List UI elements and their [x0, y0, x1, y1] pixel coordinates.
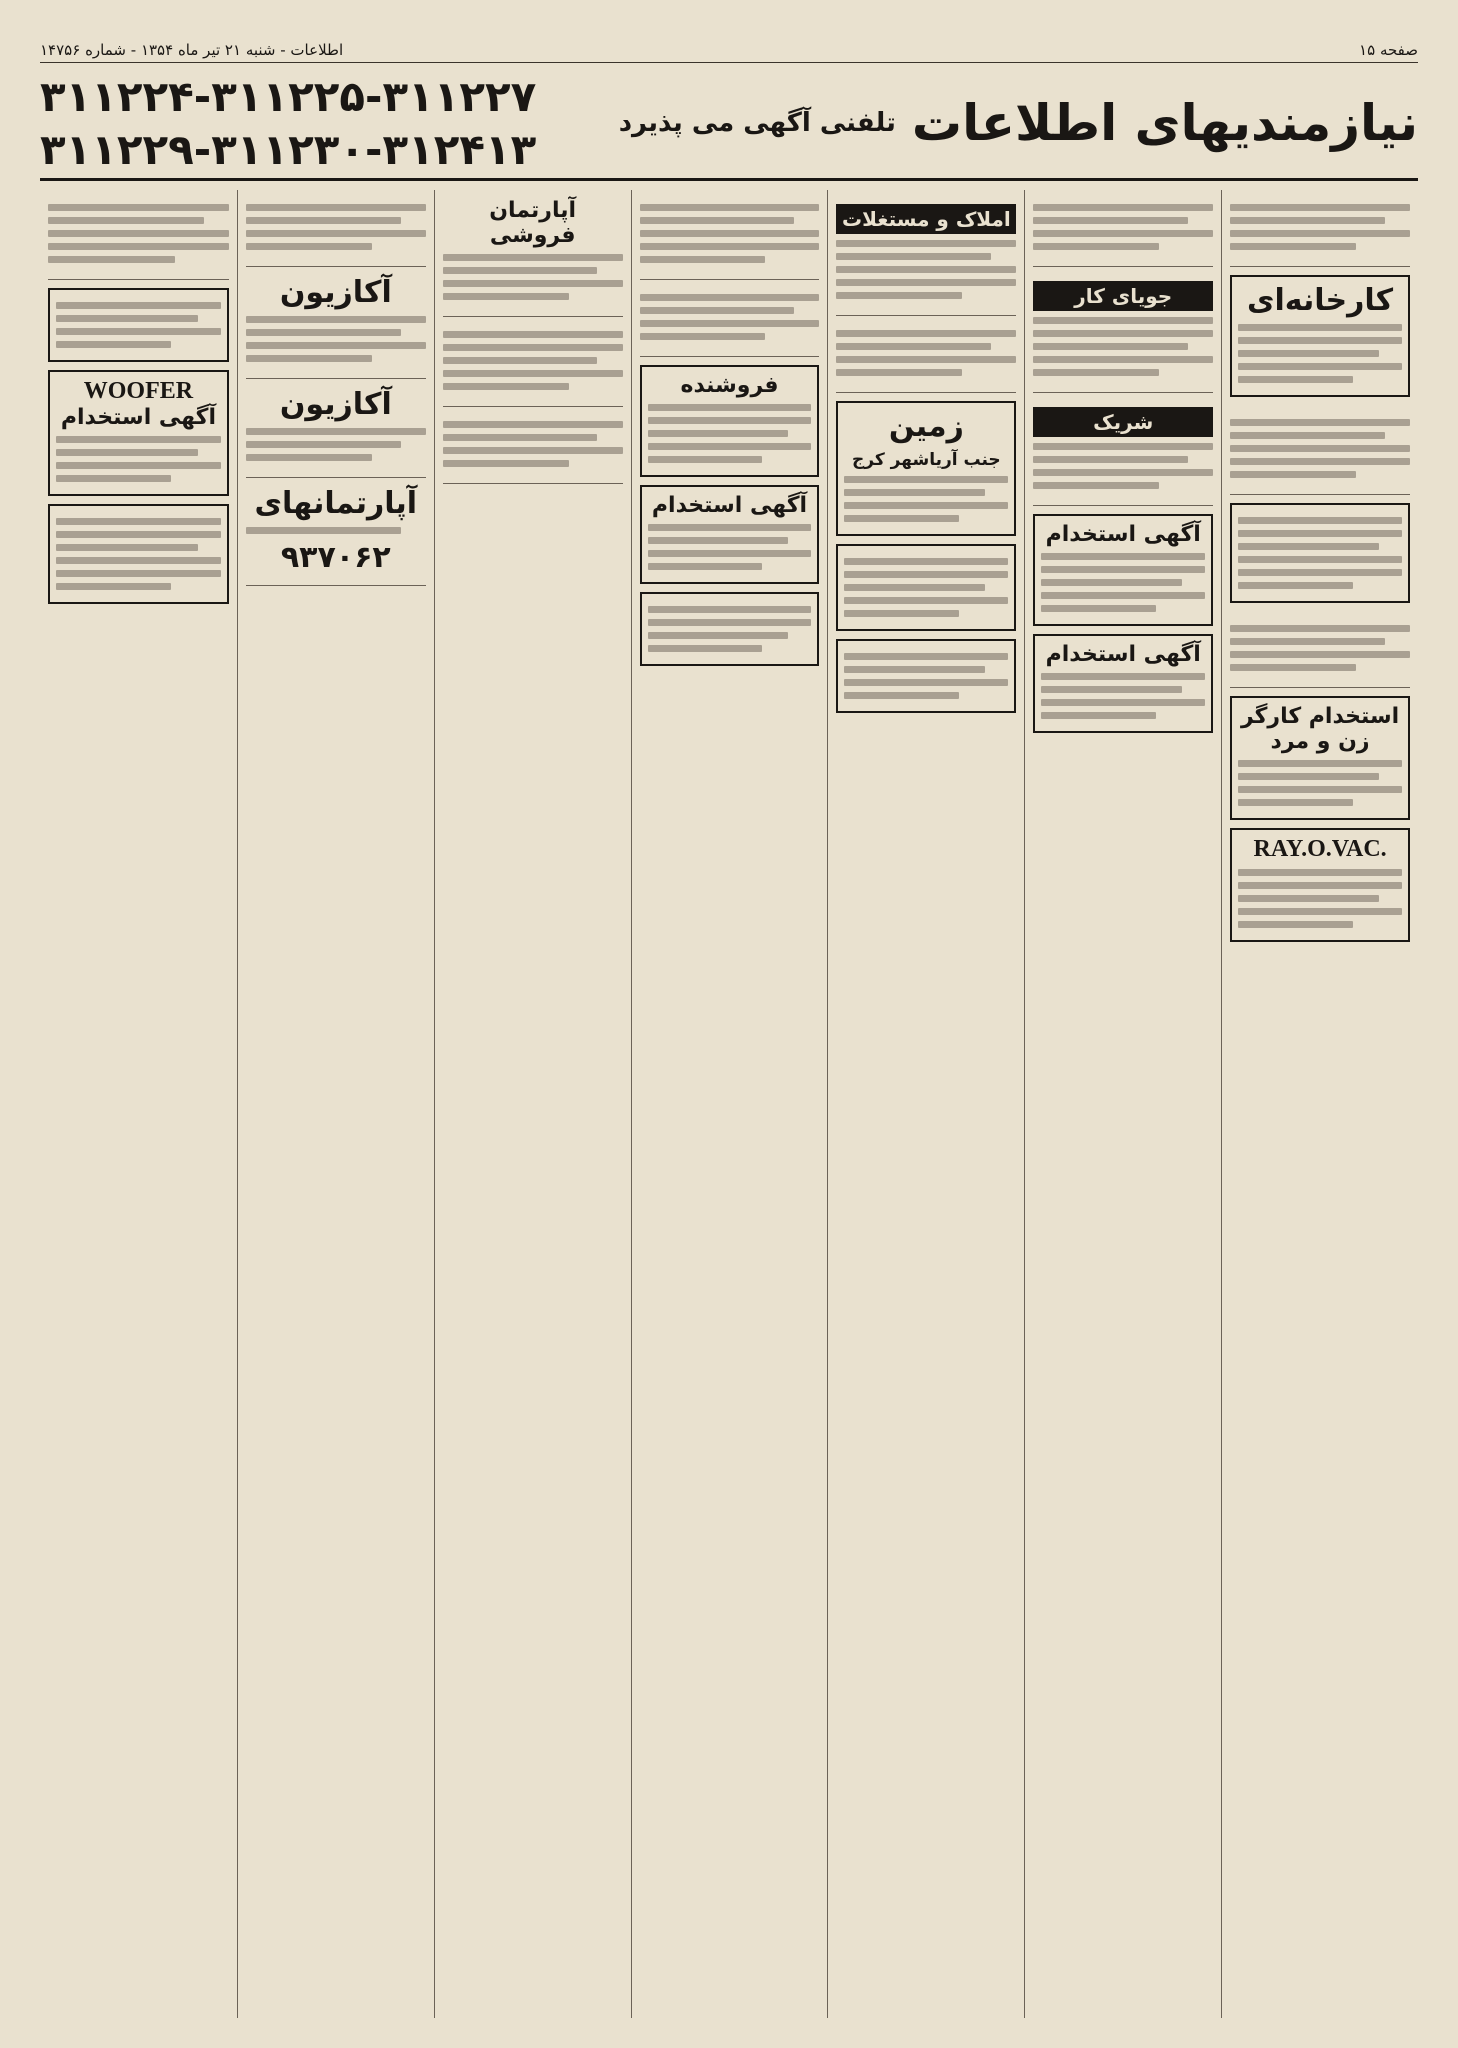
ad-heading: کارخانه‌ای: [1247, 283, 1394, 318]
text-placeholder-line: [56, 302, 221, 309]
text-placeholder-line: [1033, 482, 1159, 489]
text-placeholder-line: [648, 619, 812, 626]
ad-block: [1033, 393, 1213, 506]
text-placeholder-line: [640, 307, 795, 314]
text-placeholder-line: [648, 524, 812, 531]
ad-block: [246, 190, 426, 267]
text-placeholder-line: [246, 204, 426, 211]
column-4: [631, 190, 828, 2018]
text-placeholder-line: [1230, 638, 1385, 645]
ad-block: [1230, 611, 1410, 688]
column-3: [827, 190, 1024, 2018]
text-placeholder-line: [56, 531, 221, 538]
section-tag: شریک: [1033, 407, 1213, 437]
page-header: [40, 38, 1418, 63]
text-placeholder-line: [1238, 337, 1402, 344]
text-placeholder-line: [1238, 773, 1379, 780]
ad-heading: زمین: [888, 409, 964, 444]
text-placeholder-line: [844, 679, 1008, 686]
ad-heading: آگهی استخدام: [651, 493, 808, 518]
ad-block: [836, 190, 1016, 316]
text-placeholder-line: [443, 370, 623, 377]
text-placeholder-line: [844, 597, 1008, 604]
text-placeholder-line: [640, 333, 766, 340]
section-tag: املاک و مستغلات: [836, 204, 1016, 234]
ad-block: [48, 190, 229, 280]
ad-block: [1230, 275, 1410, 397]
text-placeholder-line: [1230, 625, 1410, 632]
text-placeholder-line: [640, 294, 820, 301]
text-placeholder-line: [1238, 799, 1353, 806]
text-placeholder-line: [648, 645, 763, 652]
ad-block: [1033, 190, 1213, 267]
text-placeholder-line: [648, 456, 763, 463]
text-placeholder-line: [1033, 204, 1213, 211]
text-placeholder-line: [844, 515, 959, 522]
masthead-title: نیازمندیهای اطلاعات: [911, 94, 1418, 152]
ad-heading: آگهی استخدام: [1045, 642, 1201, 667]
text-placeholder-line: [56, 518, 221, 525]
text-placeholder-line: [1230, 230, 1410, 237]
text-placeholder-line: [443, 460, 569, 467]
text-placeholder-line: [1230, 458, 1410, 465]
ad-block: [1033, 267, 1213, 393]
text-placeholder-line: [648, 563, 763, 570]
ad-heading: آگهی استخدام: [1045, 522, 1201, 547]
text-placeholder-line: [443, 344, 623, 351]
text-placeholder-line: [844, 489, 985, 496]
text-placeholder-line: [1238, 556, 1402, 563]
text-placeholder-line: [844, 476, 1008, 483]
ad-heading: آکازیون: [279, 387, 392, 422]
text-placeholder-line: [640, 320, 820, 327]
phone-number: ۹۳۷۰۶۲: [280, 540, 391, 575]
text-placeholder-line: [246, 441, 401, 448]
text-placeholder-line: [1238, 869, 1402, 876]
text-placeholder-line: [246, 342, 426, 349]
ad-block: [640, 280, 820, 357]
text-placeholder-line: [246, 230, 426, 237]
ad-block: [640, 592, 820, 666]
text-placeholder-line: [56, 315, 198, 322]
text-placeholder-line: [246, 243, 372, 250]
ad-block: [1033, 514, 1213, 626]
text-placeholder-line: [836, 240, 1016, 247]
text-placeholder-line: [246, 329, 401, 336]
ad-block: [836, 316, 1016, 393]
text-placeholder-line: [1238, 908, 1402, 915]
text-placeholder-line: [648, 443, 812, 450]
ad-block: [1230, 190, 1410, 267]
text-placeholder-line: [1041, 673, 1205, 680]
ad-block: [443, 317, 623, 407]
ad-block: [48, 370, 229, 496]
text-placeholder-line: [1041, 686, 1182, 693]
text-placeholder-line: [1033, 317, 1213, 324]
text-placeholder-line: [246, 355, 372, 362]
text-placeholder-line: [56, 328, 221, 335]
ad-block: [640, 485, 820, 584]
text-placeholder-line: [1041, 566, 1205, 573]
text-placeholder-line: [56, 557, 221, 564]
text-placeholder-line: [844, 610, 959, 617]
column-6: [237, 190, 434, 2018]
text-placeholder-line: [443, 434, 598, 441]
text-placeholder-line: [1033, 469, 1213, 476]
text-placeholder-line: [1238, 786, 1402, 793]
text-placeholder-line: [844, 692, 959, 699]
ad-heading: آپارتمان فروشی: [489, 198, 577, 248]
text-placeholder-line: [1230, 651, 1410, 658]
section-tag: جویای کار: [1033, 281, 1213, 311]
text-placeholder-line: [640, 217, 795, 224]
text-placeholder-line: [56, 449, 198, 456]
ad-block: [640, 190, 820, 280]
text-placeholder-line: [1033, 243, 1159, 250]
text-placeholder-line: [1238, 517, 1402, 524]
text-placeholder-line: [246, 527, 401, 534]
text-placeholder-line: [640, 230, 820, 237]
text-placeholder-line: [443, 383, 569, 390]
text-placeholder-line: [246, 217, 401, 224]
text-placeholder-line: [48, 217, 204, 224]
page-label: صفحه ۱۵: [1359, 41, 1418, 59]
text-placeholder-line: [1041, 553, 1205, 560]
text-placeholder-line: [1238, 760, 1402, 767]
text-placeholder-line: [56, 583, 171, 590]
ad-heading: آپارتمانهای: [254, 486, 418, 521]
text-placeholder-line: [640, 243, 820, 250]
text-placeholder-line: [836, 292, 962, 299]
text-placeholder-line: [1230, 432, 1385, 439]
text-placeholder-line: [648, 417, 812, 424]
ad-block: [1230, 503, 1410, 603]
ad-block: [836, 639, 1016, 713]
text-placeholder-line: [1238, 543, 1379, 550]
text-placeholder-line: [246, 454, 372, 461]
ad-heading: آگهی استخدام: [60, 405, 217, 430]
woofer-logo: WOOFER: [83, 378, 194, 404]
text-placeholder-line: [844, 571, 1008, 578]
text-placeholder-line: [648, 537, 789, 544]
masthead: [40, 68, 1418, 181]
text-placeholder-line: [640, 256, 766, 263]
text-placeholder-line: [1041, 712, 1156, 719]
masthead-phones: [40, 72, 536, 174]
column-1: [1221, 190, 1418, 2018]
ad-heading: آکازیون: [279, 275, 392, 310]
text-placeholder-line: [1238, 582, 1353, 589]
ad-block: [48, 288, 229, 362]
text-placeholder-line: [1033, 356, 1213, 363]
classified-columns: [40, 190, 1418, 2018]
text-placeholder-line: [56, 462, 221, 469]
ad-block: [246, 379, 426, 478]
phones-line-1: ۳۱۱۲۲۴-۳۱۱۲۲۵-۳۱۱۲۲۷: [40, 72, 537, 121]
ad-block: [443, 190, 623, 317]
column-5: [434, 190, 631, 2018]
ad-block: [1230, 405, 1410, 495]
ad-heading: استخدام کارگر زن و مرد: [1240, 704, 1400, 754]
text-placeholder-line: [836, 330, 1016, 337]
ad-block: [443, 407, 623, 484]
text-placeholder-line: [1238, 921, 1353, 928]
text-placeholder-line: [48, 230, 229, 237]
text-placeholder-line: [1230, 664, 1356, 671]
text-placeholder-line: [836, 253, 991, 260]
text-placeholder-line: [443, 254, 623, 261]
ad-block: [836, 401, 1016, 536]
text-placeholder-line: [1230, 217, 1385, 224]
text-placeholder-line: [443, 357, 598, 364]
issue-line: اطلاعات - شنبه ۲۱ تیر ماه ۱۳۵۴ - شماره ۱۴۷۵۶: [40, 41, 344, 59]
ad-block: [48, 504, 229, 604]
text-placeholder-line: [1033, 343, 1188, 350]
text-placeholder-line: [1238, 363, 1402, 370]
ad-block: [1230, 828, 1410, 942]
text-placeholder-line: [48, 204, 229, 211]
text-placeholder-line: [844, 558, 1008, 565]
text-placeholder-line: [1033, 443, 1213, 450]
text-placeholder-line: [1033, 217, 1188, 224]
text-placeholder-line: [1238, 882, 1402, 889]
text-placeholder-line: [56, 570, 221, 577]
text-placeholder-line: [648, 632, 789, 639]
text-placeholder-line: [1033, 456, 1188, 463]
text-placeholder-line: [844, 584, 985, 591]
text-placeholder-line: [640, 204, 820, 211]
text-placeholder-line: [844, 666, 985, 673]
ad-heading: فروشنده: [680, 373, 779, 398]
text-placeholder-line: [1238, 376, 1353, 383]
ad-block: [1033, 634, 1213, 733]
text-placeholder-line: [648, 404, 812, 411]
text-placeholder-line: [56, 436, 221, 443]
text-placeholder-line: [56, 544, 198, 551]
text-placeholder-line: [443, 267, 598, 274]
text-placeholder-line: [1238, 569, 1402, 576]
column-7: [40, 190, 237, 2018]
text-placeholder-line: [56, 475, 171, 482]
text-placeholder-line: [1230, 204, 1410, 211]
text-placeholder-line: [1230, 445, 1410, 452]
text-placeholder-line: [836, 356, 1016, 363]
text-placeholder-line: [443, 447, 623, 454]
rayovac-logo: RAY.O.VAC.: [1253, 836, 1387, 862]
text-placeholder-line: [1238, 895, 1379, 902]
text-placeholder-line: [246, 428, 426, 435]
text-placeholder-line: [1033, 330, 1213, 337]
text-placeholder-line: [844, 653, 1008, 660]
text-placeholder-line: [1238, 530, 1402, 537]
text-placeholder-line: [246, 316, 426, 323]
text-placeholder-line: [836, 279, 1016, 286]
ad-block: [246, 478, 426, 586]
text-placeholder-line: [48, 256, 175, 263]
text-placeholder-line: [443, 293, 569, 300]
text-placeholder-line: [1238, 350, 1379, 357]
ad-subheading: جنب آریاشهر کرج: [852, 450, 1001, 470]
text-placeholder-line: [443, 280, 623, 287]
text-placeholder-line: [1033, 369, 1159, 376]
text-placeholder-line: [648, 606, 812, 613]
text-placeholder-line: [1230, 243, 1356, 250]
text-placeholder-line: [56, 341, 171, 348]
ad-block: [836, 544, 1016, 631]
text-placeholder-line: [836, 266, 1016, 273]
text-placeholder-line: [1238, 324, 1402, 331]
masthead-subtitle: تلفنی آگهی می پذیرد: [618, 108, 896, 138]
text-placeholder-line: [1230, 419, 1410, 426]
ad-block: [640, 365, 820, 477]
phones-line-2: ۳۱۱۲۲۹-۳۱۱۲۳۰-۳۱۲۴۱۳: [40, 125, 537, 174]
text-placeholder-line: [1230, 471, 1356, 478]
text-placeholder-line: [1041, 579, 1182, 586]
text-placeholder-line: [48, 243, 229, 250]
text-placeholder-line: [1041, 605, 1156, 612]
text-placeholder-line: [1033, 230, 1213, 237]
text-placeholder-line: [844, 502, 1008, 509]
text-placeholder-line: [443, 331, 623, 338]
column-2: [1024, 190, 1221, 2018]
text-placeholder-line: [836, 369, 962, 376]
text-placeholder-line: [1041, 699, 1205, 706]
masthead-brand: [619, 94, 1418, 152]
text-placeholder-line: [648, 430, 789, 437]
text-placeholder-line: [443, 421, 623, 428]
text-placeholder-line: [1041, 592, 1205, 599]
text-placeholder-line: [836, 343, 991, 350]
ad-block: [246, 267, 426, 379]
text-placeholder-line: [648, 550, 812, 557]
ad-block: [1230, 696, 1410, 820]
